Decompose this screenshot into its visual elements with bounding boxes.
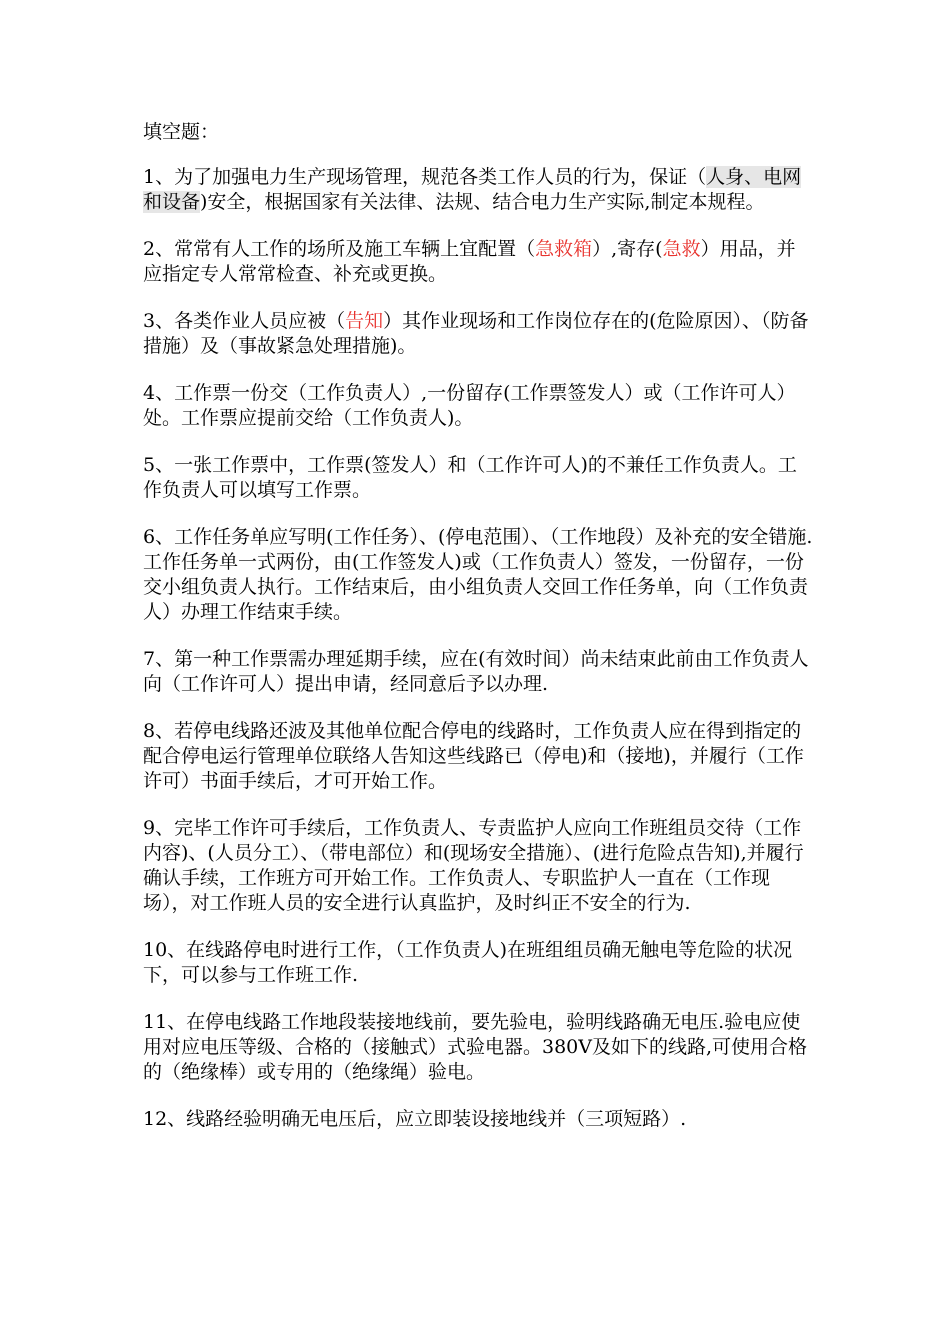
question-text: 7、第一种工作票需办理延期手续，应在(有效时间）尚未结束此前由工作负责人向（工作许可人）提出申请，经同意后予以办理. xyxy=(143,648,809,695)
question-text: ）,寄存( xyxy=(592,238,663,260)
question-text: 6、工作任务单应写明(工作任务）、(停电范围）、（工作地段）及补充的安全错施.工作任务单一式两份，由(工作签发人)或（工作负责人）签发，一份留存，一份交小组负责人执行。工作结束后，由小组负责人交回工作任务单，向（工作负责人）办理工作结束手续。 xyxy=(143,526,813,623)
question-item xyxy=(143,1010,813,1085)
question-item xyxy=(143,165,813,215)
question-text: 1、为了加强电力生产现场管理，规范各类工作人员的行为，保证（ xyxy=(143,166,707,188)
question-text: 9、完毕工作许可手续后，工作负责人、专责监护人应向工作班组员交待（工作内容)、(人员分工）、（带电部位）和(现场安全措施）、(进行危险点告知),并履行确认手续，工作班方可开始工作。工作负责人、专职监护人一直在（工作现场），对工作班人员的安全进行认真监护，及时纠正不安全的行为. xyxy=(143,817,804,914)
question-item xyxy=(143,938,813,988)
question-text: )安全，根据国家有关法律、法规、结合电力生产实际,制定本规程。 xyxy=(200,191,765,213)
question-text: 2、常常有人工作的场所及施工车辆上宜配置（ xyxy=(143,238,536,260)
question-item xyxy=(143,1107,813,1132)
question-item xyxy=(143,816,813,916)
document-page xyxy=(143,120,813,1154)
answer-red: 告知 xyxy=(345,310,384,332)
question-text: 12、线路经验明确无电压后，应立即装设接地线并（三项短路）. xyxy=(143,1108,687,1130)
question-item xyxy=(143,309,813,359)
question-text: 8、若停电线路还波及其他单位配合停电的线路时，工作负责人应在得到指定的配合停电运行管理单位联络人告知这些线路已（停电)和（接地)，并履行（工作许可）书面手续后，才可开始工作。 xyxy=(143,720,804,792)
question-text: 11、在停电线路工作地段装接地线前，要先验电，验明线路确无电压.验电应使用对应电压等级、合格的（接触式）式验电器。380V及如下的线路,可使用合格的（绝缘棒）或专用的（绝缘绳）验电。 xyxy=(143,1011,808,1083)
answer-red: 急救 xyxy=(662,238,701,260)
question-text: ）其作业现场和工作岗位存在的(危险原因）、（防备措施）及（事故紧急处理措施)。 xyxy=(143,310,809,357)
answer-red: 急救箱 xyxy=(535,238,593,260)
question-item xyxy=(143,647,813,697)
question-text: ）用品，并应指定专人常常检查、补充或更换。 xyxy=(143,238,796,285)
question-item xyxy=(143,381,813,431)
question-item xyxy=(143,453,813,503)
question-text: 5、一张工作票中，工作票(签发人）和（工作许可人)的不兼任工作负责人。工作负责人可以填写工作票。 xyxy=(143,454,797,501)
question-list xyxy=(143,165,813,1132)
question-item xyxy=(143,719,813,794)
page-title: 填空题： xyxy=(143,121,220,143)
question-text: 4、工作票一份交（工作负责人）,一份留存(工作票签发人）或（工作许可人）处。工作票应提前交给（工作负责人)。 xyxy=(143,382,796,429)
answer-highlight: 人身、电网和设备 xyxy=(143,166,802,213)
question-item xyxy=(143,237,813,287)
question-text: 3、各类作业人员应被（ xyxy=(143,310,346,332)
question-item xyxy=(143,525,813,625)
question-text: 10、在线路停电时进行工作，（工作负责人)在班组组员确无触电等危险的状况下，可以参与工作班工作. xyxy=(143,939,793,986)
